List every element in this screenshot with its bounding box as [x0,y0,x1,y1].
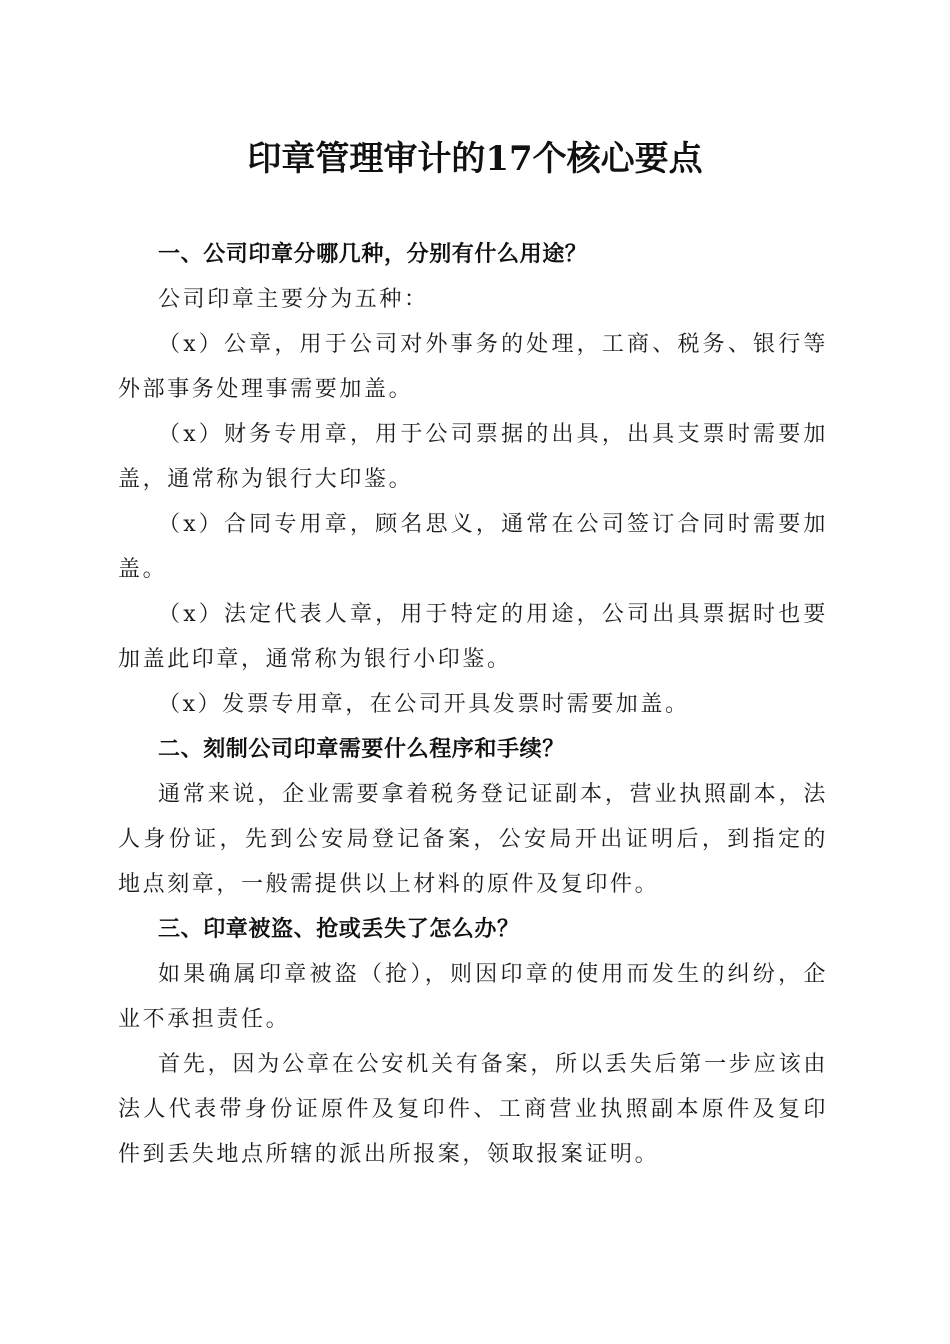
paragraph: （x）发票专用章，在公司开具发票时需要加盖。 [158,692,690,717]
paragraph: 如果确属印章被盗（抢），则因印章的使用而发生的纠纷，企业不承担责任。 [118,962,828,1032]
paragraph: 首先，因为公章在公安机关有备案，所以丢失后第一步应该由法人代表带身份证原件及复印件、工商营业执照副本原件及复印件到丢失地点所辖的派出所报案，领取报案证明。 [118,1052,828,1167]
section-heading-3: 三、印章被盗、抢或丢失了怎么办？ [158,917,520,942]
document-title: 印章管理审计的17个核心要点 [247,139,703,179]
document-body [118,232,828,1177]
paragraph: （x）法定代表人章，用于特定的用途，公司出具票据时也要加盖此印章，通常称为银行小印鉴。 [118,602,828,672]
paragraph: （x）公章，用于公司对外事务的处理，工商、税务、银行等外部事务处理事需要加盖。 [118,332,828,402]
paragraph: 公司印章主要分为五种： [158,287,429,312]
paragraph: （x）合同专用章，顾名思义，通常在公司签订合同时需要加盖。 [118,512,828,582]
section-heading-2: 二、刻制公司印章需要什么程序和手续？ [158,737,565,762]
section-heading-1: 一、公司印章分哪几种，分别有什么用途？ [158,242,588,267]
paragraph: （x）财务专用章，用于公司票据的出具，出具支票时需要加盖，通常称为银行大印鉴。 [118,422,828,492]
paragraph: 通常来说，企业需要拿着税务登记证副本，营业执照副本，法人身份证，先到公安局登记备案，公安局开出证明后，到指定的地点刻章，一般需提供以上材料的原件及复印件。 [118,782,828,897]
